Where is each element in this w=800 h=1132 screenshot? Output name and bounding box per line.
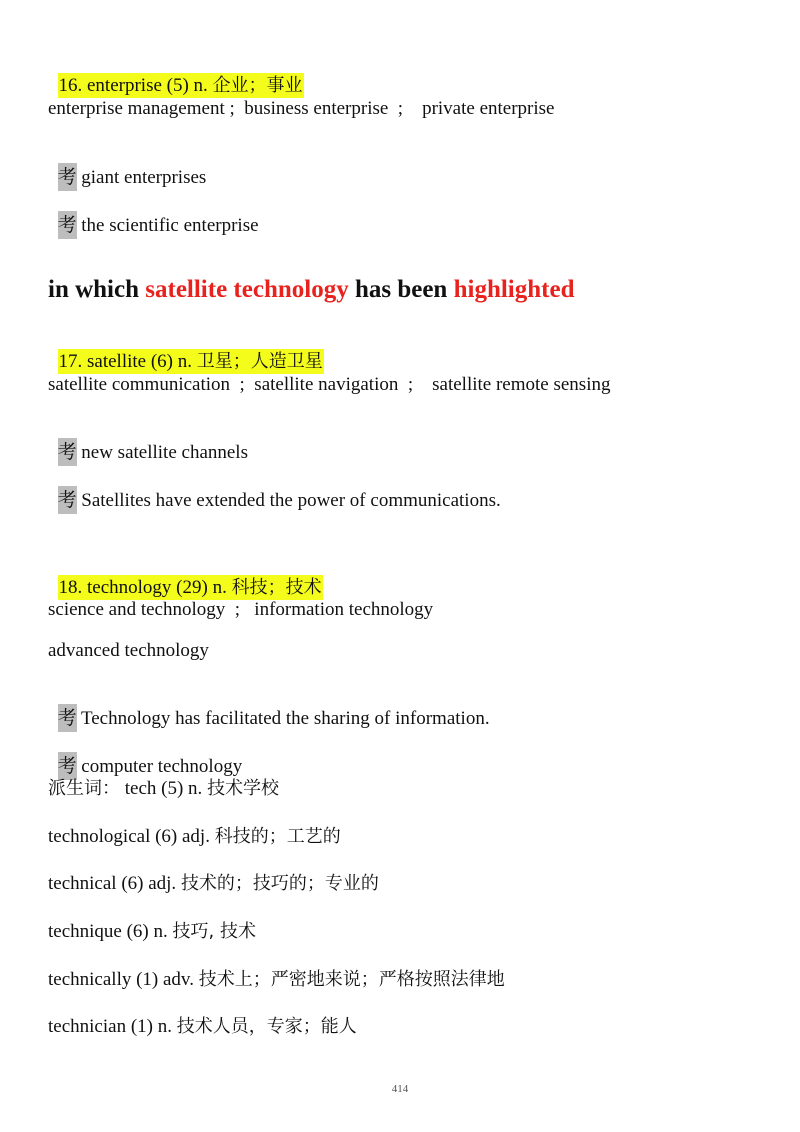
derivative-word: technique (6) n. (48, 921, 173, 942)
entry-16-headword (48, 50, 304, 98)
page-number: 414 (391, 1083, 409, 1095)
entry-17-collocations: satellite communication ; satellite navigation ; satellite remote sensing (48, 374, 611, 395)
derivative-meaning: 技术人员，专家；能人 (176, 1016, 357, 1037)
headword-meaning: 企业；事业 (212, 75, 303, 96)
exam-marker-icon: 考 (58, 752, 77, 780)
section-heading (48, 276, 574, 304)
derivative-technically (48, 968, 505, 992)
entry-18-collocations-2: advanced technology (48, 640, 209, 661)
headword-text: 16. enterprise (5) n. (58, 75, 213, 96)
entry-18-collocations-1: science and technology ; information technology (48, 599, 434, 620)
example-text: giant enterprises (81, 167, 207, 188)
entry-16-collocations: enterprise management ; business enterprise ; private enterprise (48, 98, 555, 119)
derivative-technical (48, 872, 379, 896)
headword-text: 18. technology (29) n. (58, 577, 232, 598)
heading-text: has been (348, 276, 454, 303)
entry-17-headword (48, 326, 324, 374)
derivatives-label: 派生词： (48, 778, 120, 799)
exam-marker-icon: 考 (58, 211, 77, 239)
heading-highlight: highlighted (453, 276, 575, 303)
entry-18-headword (48, 552, 323, 600)
headword-meaning: 科技；技术 (231, 577, 322, 598)
heading-text: in which (48, 276, 146, 303)
derivative-meaning: 技术上；严密地来说；严格按照法律地 (198, 969, 505, 990)
derivative-word: technological (6) adj. (48, 826, 215, 847)
derivative-meaning: 科技的；工艺的 (214, 826, 341, 847)
derivative-meaning: 技术的；技巧的；专业的 (180, 873, 379, 894)
example-text: new satellite channels (81, 442, 248, 463)
entry-17-example-1 (48, 414, 248, 466)
headword-meaning: 卫星；人造卫星 (196, 351, 323, 372)
derivative-meaning: 技术学校 (207, 778, 280, 799)
entry-16-example-1 (48, 139, 206, 191)
exam-marker-icon: 考 (58, 486, 77, 514)
example-text: computer technology (81, 756, 243, 777)
derivative-tech (48, 777, 279, 801)
derivative-meaning: 技巧, 技术 (172, 921, 256, 942)
derivative-word: technician (1) n. (48, 1016, 177, 1037)
headword-text: 17. satellite (6) n. (58, 351, 197, 372)
exam-marker-icon: 考 (58, 704, 77, 732)
derivative-technique (48, 920, 256, 944)
derivative-word: technical (6) adj. (48, 873, 181, 894)
derivative-word: tech (5) n. (120, 778, 208, 799)
heading-highlight: satellite technology (145, 276, 349, 303)
entry-17-example-2 (48, 462, 501, 514)
example-text: Satellites have extended the power of communications. (81, 490, 501, 511)
entry-18-example-1 (48, 680, 490, 732)
example-text: the scientific enterprise (81, 215, 259, 236)
derivative-technician (48, 1015, 357, 1039)
derivative-technological (48, 825, 341, 849)
derivative-word: technically (1) adv. (48, 969, 199, 990)
exam-marker-icon: 考 (58, 438, 77, 466)
exam-marker-icon: 考 (58, 163, 77, 191)
entry-16-example-2 (48, 187, 259, 239)
entry-18-example-2 (48, 728, 242, 780)
example-text: Technology has facilitated the sharing of information. (80, 708, 490, 729)
